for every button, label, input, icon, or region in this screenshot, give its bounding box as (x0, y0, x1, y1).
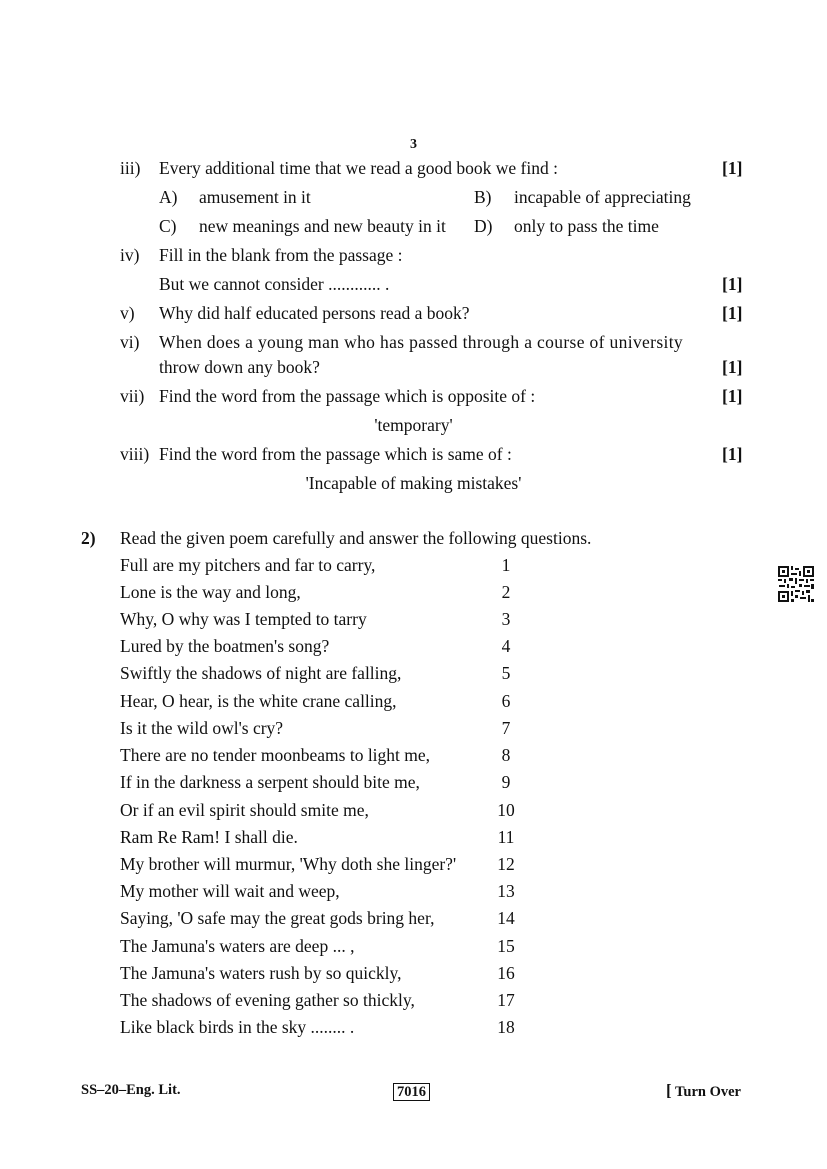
poem-line: There are no tender moonbeams to light me, (120, 745, 431, 765)
poem-line-number: 1 (501, 555, 511, 575)
poem-line: My brother will murmur, 'Why doth she linger?' (120, 854, 457, 874)
option-label: D) (474, 216, 493, 236)
question-text: Fill in the blank from the passage : (159, 245, 403, 265)
poem-line-number: 15 (497, 936, 515, 956)
poem-line-number: 16 (497, 963, 515, 983)
question-2-instruction: Read the given poem carefully and answer the following questions. (120, 528, 592, 548)
question-text: Every additional time that we read a good book we find : (159, 158, 558, 178)
subject-code: SS–20–Eng. Lit. (81, 1082, 181, 1098)
question-number: viii) (120, 444, 150, 464)
question-mark: [1] (722, 158, 743, 178)
question-text: When does a young man who has passed through a course of university (159, 332, 684, 352)
poem-line: Saying, 'O safe may the great gods bring her, (120, 908, 435, 928)
question-number: vi) (120, 332, 140, 352)
question-number: vii) (120, 386, 145, 406)
poem-line: Swiftly the shadows of night are falling, (120, 663, 402, 683)
turn-over-bracket: [ (666, 1081, 672, 1100)
poem-line: Why, O why was I tempted to tarry (120, 609, 367, 629)
question-text: Find the word from the passage which is same of : (159, 444, 512, 464)
question-mark: [1] (722, 386, 743, 406)
option-text: incapable of appreciating (514, 187, 691, 207)
poem-line: Is it the wild owl's cry? (120, 718, 284, 738)
poem-line-number: 17 (497, 990, 515, 1010)
poem-line-number: 10 (497, 800, 515, 820)
option-label: B) (474, 187, 492, 207)
option-label: C) (159, 216, 177, 236)
option-label: A) (159, 187, 178, 207)
poem-line-number: 12 (497, 854, 515, 874)
poem-line-number: 9 (501, 772, 511, 792)
poem-line-number: 7 (501, 718, 511, 738)
poem-line-number: 4 (501, 636, 511, 656)
question-number: v) (120, 303, 135, 323)
poem-line: Like black birds in the sky ........ . (120, 1017, 355, 1037)
question-number: iv) (120, 245, 140, 265)
poem-line-number: 13 (497, 881, 515, 901)
question-subtext: But we cannot consider ............ . (159, 274, 390, 294)
poem-line: Hear, O hear, is the white crane calling, (120, 691, 397, 711)
question-mark: [1] (722, 444, 743, 464)
poem-line: Full are my pitchers and far to carry, (120, 555, 376, 575)
poem-line-number: 11 (497, 827, 515, 847)
question-2-number: 2) (81, 528, 96, 548)
question-word: 'Incapable of making mistakes' (305, 473, 522, 493)
poem-line: If in the darkness a serpent should bite me, (120, 772, 420, 792)
poem-line: The Jamuna's waters rush by so quickly, (120, 963, 402, 983)
poem-line-number: 14 (497, 908, 515, 928)
page-number: 3 (410, 137, 417, 152)
turn-over-text: Turn Over (675, 1084, 741, 1100)
poem-line: Lured by the boatmen's song? (120, 636, 330, 656)
question-text: Find the word from the passage which is opposite of : (159, 386, 536, 406)
question-word: 'temporary' (374, 415, 453, 435)
poem-line: Lone is the way and long, (120, 582, 301, 602)
poem-line: Or if an evil spirit should smite me, (120, 800, 369, 820)
question-number: iii) (120, 158, 141, 178)
poem-line-number: 6 (501, 691, 511, 711)
turn-over-label (666, 1081, 741, 1101)
poem-line: My mother will wait and weep, (120, 881, 340, 901)
poem-line-number: 5 (501, 663, 511, 683)
poem-line: The shadows of evening gather so thickly, (120, 990, 415, 1010)
qr-code-icon (777, 565, 815, 603)
option-text: new meanings and new beauty in it (199, 216, 446, 236)
poem-line-number: 3 (501, 609, 511, 629)
poem-line-number: 2 (501, 582, 511, 602)
question-mark: [1] (722, 303, 743, 323)
option-text: only to pass the time (514, 216, 659, 236)
poem-line: Ram Re Ram! I shall die. (120, 827, 298, 847)
poem-line: The Jamuna's waters are deep ... , (120, 936, 355, 956)
question-text: Why did half educated persons read a book? (159, 303, 470, 323)
question-text-continued: throw down any book? (159, 357, 320, 377)
question-mark: [1] (722, 274, 743, 294)
question-mark: [1] (722, 357, 743, 377)
poem-line-number: 18 (497, 1017, 515, 1037)
option-text: amusement in it (199, 187, 311, 207)
poem-line-number: 8 (501, 745, 511, 765)
paper-number-box: 7016 (393, 1083, 430, 1101)
